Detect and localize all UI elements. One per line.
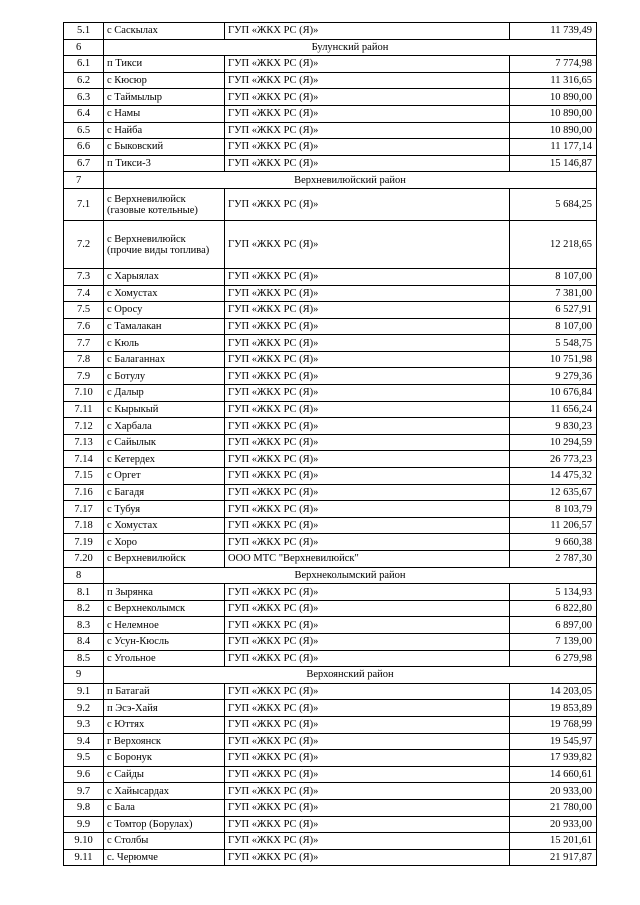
row-number: 7.11 — [64, 401, 104, 418]
settlement-name: с Багадя — [104, 484, 225, 501]
tariff-value: 9 830,23 — [510, 418, 597, 435]
tariff-value: 5 684,25 — [510, 188, 597, 220]
tariff-value: 14 475,32 — [510, 468, 597, 485]
table-row — [64, 139, 597, 156]
settlement-name: с Балаганнах — [104, 351, 225, 368]
organization-name: ГУП «ЖКХ РС (Я)» — [225, 468, 510, 485]
table-row — [64, 584, 597, 601]
tariff-value: 26 773,23 — [510, 451, 597, 468]
row-number: 7.1 — [64, 188, 104, 220]
organization-name: ГУП «ЖКХ РС (Я)» — [225, 56, 510, 73]
organization-name: ГУП «ЖКХ РС (Я)» — [225, 534, 510, 551]
organization-name: ГУП «ЖКХ РС (Я)» — [225, 600, 510, 617]
tariff-value: 6 822,80 — [510, 600, 597, 617]
tariff-value: 14 660,61 — [510, 766, 597, 783]
tariff-value: 10 890,00 — [510, 89, 597, 106]
tariff-table-body — [64, 23, 597, 866]
row-number: 6.4 — [64, 105, 104, 122]
tariff-value: 15 146,87 — [510, 155, 597, 172]
table-row — [64, 766, 597, 783]
organization-name: ГУП «ЖКХ РС (Я)» — [225, 617, 510, 634]
settlement-name: с Верхневилюйск — [104, 551, 225, 568]
table-row — [64, 418, 597, 435]
tariff-value: 7 381,00 — [510, 285, 597, 302]
table-row — [64, 56, 597, 73]
row-number: 7.8 — [64, 351, 104, 368]
settlement-name: п Тикси-3 — [104, 155, 225, 172]
row-number: 6.2 — [64, 72, 104, 89]
settlement-name: с Верхневилюйск (газовые котельные) — [104, 188, 225, 220]
settlement-name: с. Черюмче — [104, 849, 225, 866]
organization-name: ГУП «ЖКХ РС (Я)» — [225, 418, 510, 435]
tariff-value: 10 890,00 — [510, 122, 597, 139]
row-number: 7.14 — [64, 451, 104, 468]
row-number: 9.8 — [64, 799, 104, 816]
row-number: 7.7 — [64, 335, 104, 352]
tariff-value: 21 917,87 — [510, 849, 597, 866]
organization-name: ООО МТС "Верхневилюйск" — [225, 551, 510, 568]
tariff-value: 12 218,65 — [510, 221, 597, 269]
tariff-value: 5 134,93 — [510, 584, 597, 601]
tariff-value: 19 545,97 — [510, 733, 597, 750]
table-row — [64, 600, 597, 617]
settlement-name: п Батагай — [104, 683, 225, 700]
tariff-value: 7 774,98 — [510, 56, 597, 73]
organization-name: ГУП «ЖКХ РС (Я)» — [225, 833, 510, 850]
settlement-name: с Харбала — [104, 418, 225, 435]
row-number: 8.1 — [64, 584, 104, 601]
row-number: 9.7 — [64, 783, 104, 800]
settlement-name: с Кюль — [104, 335, 225, 352]
district-name: Верхневилюйский район — [104, 172, 597, 189]
settlement-name: с Быковский — [104, 139, 225, 156]
row-number: 9.5 — [64, 750, 104, 767]
tariff-value: 7 139,00 — [510, 633, 597, 650]
settlement-name: с Кетердех — [104, 451, 225, 468]
table-row — [64, 799, 597, 816]
district-header-row — [64, 172, 597, 189]
table-row — [64, 468, 597, 485]
settlement-name: с Хоро — [104, 534, 225, 551]
organization-name: ГУП «ЖКХ РС (Я)» — [225, 285, 510, 302]
organization-name: ГУП «ЖКХ РС (Я)» — [225, 302, 510, 319]
tariff-value: 10 890,00 — [510, 105, 597, 122]
organization-name: ГУП «ЖКХ РС (Я)» — [225, 335, 510, 352]
district-header-row — [64, 567, 597, 584]
settlement-name: с Сайды — [104, 766, 225, 783]
row-number: 7.19 — [64, 534, 104, 551]
row-number: 9.3 — [64, 716, 104, 733]
tariff-value: 2 787,30 — [510, 551, 597, 568]
table-row — [64, 534, 597, 551]
table-row — [64, 285, 597, 302]
row-number: 9.6 — [64, 766, 104, 783]
tariff-value: 10 676,84 — [510, 385, 597, 402]
organization-name: ГУП «ЖКХ РС (Я)» — [225, 188, 510, 220]
organization-name: ГУП «ЖКХ РС (Я)» — [225, 139, 510, 156]
settlement-name: с Кырыкый — [104, 401, 225, 418]
settlement-name: с Нелемное — [104, 617, 225, 634]
settlement-name: г Верхоянск — [104, 733, 225, 750]
row-number: 9.10 — [64, 833, 104, 850]
row-number: 7.13 — [64, 434, 104, 451]
district-number: 9 — [64, 667, 104, 684]
settlement-name: с Столбы — [104, 833, 225, 850]
tariff-value: 20 933,00 — [510, 816, 597, 833]
table-row — [64, 783, 597, 800]
organization-name: ГУП «ЖКХ РС (Я)» — [225, 451, 510, 468]
tariff-value: 8 103,79 — [510, 501, 597, 518]
organization-name: ГУП «ЖКХ РС (Я)» — [225, 221, 510, 269]
organization-name: ГУП «ЖКХ РС (Я)» — [225, 799, 510, 816]
tariff-value: 5 548,75 — [510, 335, 597, 352]
row-number: 7.12 — [64, 418, 104, 435]
row-number: 9.4 — [64, 733, 104, 750]
settlement-name: с Ботулу — [104, 368, 225, 385]
organization-name: ГУП «ЖКХ РС (Я)» — [225, 501, 510, 518]
row-number: 7.20 — [64, 551, 104, 568]
row-number: 7.9 — [64, 368, 104, 385]
district-name: Булунский район — [104, 39, 597, 56]
table-row — [64, 484, 597, 501]
row-number: 8.4 — [64, 633, 104, 650]
table-row — [64, 551, 597, 568]
tariff-value: 6 527,91 — [510, 302, 597, 319]
row-number: 6.7 — [64, 155, 104, 172]
tariff-value: 14 203,05 — [510, 683, 597, 700]
organization-name: ГУП «ЖКХ РС (Я)» — [225, 89, 510, 106]
settlement-name: с Кюсюр — [104, 72, 225, 89]
settlement-name: с Саскылах — [104, 23, 225, 40]
tariff-value: 11 739,49 — [510, 23, 597, 40]
table-row — [64, 501, 597, 518]
settlement-name: с Угольное — [104, 650, 225, 667]
settlement-name: с Юттях — [104, 716, 225, 733]
row-number: 7.6 — [64, 318, 104, 335]
tariff-value: 11 177,14 — [510, 139, 597, 156]
organization-name: ГУП «ЖКХ РС (Я)» — [225, 105, 510, 122]
settlement-name: с Далыр — [104, 385, 225, 402]
tariff-value: 15 201,61 — [510, 833, 597, 850]
table-row — [64, 105, 597, 122]
organization-name: ГУП «ЖКХ РС (Я)» — [225, 23, 510, 40]
tariff-value: 20 933,00 — [510, 783, 597, 800]
row-number: 6.3 — [64, 89, 104, 106]
row-number: 6.6 — [64, 139, 104, 156]
organization-name: ГУП «ЖКХ РС (Я)» — [225, 633, 510, 650]
district-header-row — [64, 39, 597, 56]
row-number: 9.2 — [64, 700, 104, 717]
table-row — [64, 451, 597, 468]
settlement-name: с Таймылыр — [104, 89, 225, 106]
organization-name: ГУП «ЖКХ РС (Я)» — [225, 849, 510, 866]
row-number: 7.5 — [64, 302, 104, 319]
settlement-name: с Усун-Кюсль — [104, 633, 225, 650]
organization-name: ГУП «ЖКХ РС (Я)» — [225, 368, 510, 385]
settlement-name: с Томтор (Борулах) — [104, 816, 225, 833]
table-row — [64, 302, 597, 319]
organization-name: ГУП «ЖКХ РС (Я)» — [225, 816, 510, 833]
row-number: 7.17 — [64, 501, 104, 518]
table-row — [64, 188, 597, 220]
table-row — [64, 72, 597, 89]
organization-name: ГУП «ЖКХ РС (Я)» — [225, 700, 510, 717]
table-row — [64, 401, 597, 418]
tariff-value: 19 768,99 — [510, 716, 597, 733]
table-row — [64, 221, 597, 269]
table-row — [64, 368, 597, 385]
row-number: 7.16 — [64, 484, 104, 501]
settlement-name: с Тамалакан — [104, 318, 225, 335]
settlement-name: п Зырянка — [104, 584, 225, 601]
table-row — [64, 700, 597, 717]
organization-name: ГУП «ЖКХ РС (Я)» — [225, 716, 510, 733]
organization-name: ГУП «ЖКХ РС (Я)» — [225, 783, 510, 800]
district-name: Верхнеколымский район — [104, 567, 597, 584]
settlement-name: с Найба — [104, 122, 225, 139]
table-row — [64, 617, 597, 634]
table-row — [64, 268, 597, 285]
settlement-name: с Бала — [104, 799, 225, 816]
organization-name: ГУП «ЖКХ РС (Я)» — [225, 318, 510, 335]
row-number: 8.3 — [64, 617, 104, 634]
tariff-value: 17 939,82 — [510, 750, 597, 767]
table-row — [64, 434, 597, 451]
organization-name: ГУП «ЖКХ РС (Я)» — [225, 766, 510, 783]
tariff-value: 11 316,65 — [510, 72, 597, 89]
row-number: 7.2 — [64, 221, 104, 269]
district-name: Верхоянский район — [104, 667, 597, 684]
settlement-name: с Сайылык — [104, 434, 225, 451]
table-row — [64, 816, 597, 833]
organization-name: ГУП «ЖКХ РС (Я)» — [225, 517, 510, 534]
tariff-value: 10 294,59 — [510, 434, 597, 451]
table-row — [64, 833, 597, 850]
row-number: 6.1 — [64, 56, 104, 73]
settlement-name: с Тубуя — [104, 501, 225, 518]
tariff-value: 21 780,00 — [510, 799, 597, 816]
tariff-value: 6 279,98 — [510, 650, 597, 667]
settlement-name: п Эсэ-Хайя — [104, 700, 225, 717]
table-row — [64, 750, 597, 767]
tariff-value: 10 751,98 — [510, 351, 597, 368]
table-row — [64, 849, 597, 866]
organization-name: ГУП «ЖКХ РС (Я)» — [225, 122, 510, 139]
tariff-value: 9 660,38 — [510, 534, 597, 551]
settlement-name: п Тикси — [104, 56, 225, 73]
tariff-value: 8 107,00 — [510, 268, 597, 285]
row-number: 7.3 — [64, 268, 104, 285]
row-number: 7.10 — [64, 385, 104, 402]
table-row — [64, 23, 597, 40]
row-number: 9.11 — [64, 849, 104, 866]
tariff-table — [63, 22, 597, 866]
organization-name: ГУП «ЖКХ РС (Я)» — [225, 683, 510, 700]
table-row — [64, 122, 597, 139]
row-number: 8.2 — [64, 600, 104, 617]
organization-name: ГУП «ЖКХ РС (Я)» — [225, 434, 510, 451]
tariff-value: 19 853,89 — [510, 700, 597, 717]
tariff-value: 8 107,00 — [510, 318, 597, 335]
row-number: 7.4 — [64, 285, 104, 302]
settlement-name: с Боронук — [104, 750, 225, 767]
table-row — [64, 335, 597, 352]
row-number: 7.15 — [64, 468, 104, 485]
settlement-name: с Верхневилюйск (прочие виды топлива) — [104, 221, 225, 269]
organization-name: ГУП «ЖКХ РС (Я)» — [225, 155, 510, 172]
settlement-name: с Харыялах — [104, 268, 225, 285]
tariff-value: 12 635,67 — [510, 484, 597, 501]
row-number: 7.18 — [64, 517, 104, 534]
tariff-value: 9 279,36 — [510, 368, 597, 385]
district-number: 7 — [64, 172, 104, 189]
row-number: 9.1 — [64, 683, 104, 700]
table-row — [64, 351, 597, 368]
district-number: 8 — [64, 567, 104, 584]
settlement-name: с Верхнеколымск — [104, 600, 225, 617]
settlement-name: с Намы — [104, 105, 225, 122]
organization-name: ГУП «ЖКХ РС (Я)» — [225, 584, 510, 601]
table-row — [64, 633, 597, 650]
row-number: 9.9 — [64, 816, 104, 833]
settlement-name: с Хайысардах — [104, 783, 225, 800]
organization-name: ГУП «ЖКХ РС (Я)» — [225, 268, 510, 285]
district-number: 6 — [64, 39, 104, 56]
organization-name: ГУП «ЖКХ РС (Я)» — [225, 484, 510, 501]
table-row — [64, 650, 597, 667]
table-row — [64, 716, 597, 733]
organization-name: ГУП «ЖКХ РС (Я)» — [225, 401, 510, 418]
table-row — [64, 318, 597, 335]
row-number: 6.5 — [64, 122, 104, 139]
organization-name: ГУП «ЖКХ РС (Я)» — [225, 385, 510, 402]
settlement-name: с Оргет — [104, 468, 225, 485]
table-row — [64, 385, 597, 402]
settlement-name: с Хомустах — [104, 285, 225, 302]
row-number: 8.5 — [64, 650, 104, 667]
organization-name: ГУП «ЖКХ РС (Я)» — [225, 750, 510, 767]
organization-name: ГУП «ЖКХ РС (Я)» — [225, 650, 510, 667]
organization-name: ГУП «ЖКХ РС (Я)» — [225, 351, 510, 368]
tariff-value: 6 897,00 — [510, 617, 597, 634]
table-row — [64, 517, 597, 534]
row-number: 5.1 — [64, 23, 104, 40]
table-row — [64, 683, 597, 700]
settlement-name: с Хомустах — [104, 517, 225, 534]
settlement-name: с Оросу — [104, 302, 225, 319]
tariff-value: 11 206,57 — [510, 517, 597, 534]
table-row — [64, 733, 597, 750]
tariff-value: 11 656,24 — [510, 401, 597, 418]
organization-name: ГУП «ЖКХ РС (Я)» — [225, 733, 510, 750]
table-row — [64, 89, 597, 106]
district-header-row — [64, 667, 597, 684]
organization-name: ГУП «ЖКХ РС (Я)» — [225, 72, 510, 89]
table-row — [64, 155, 597, 172]
